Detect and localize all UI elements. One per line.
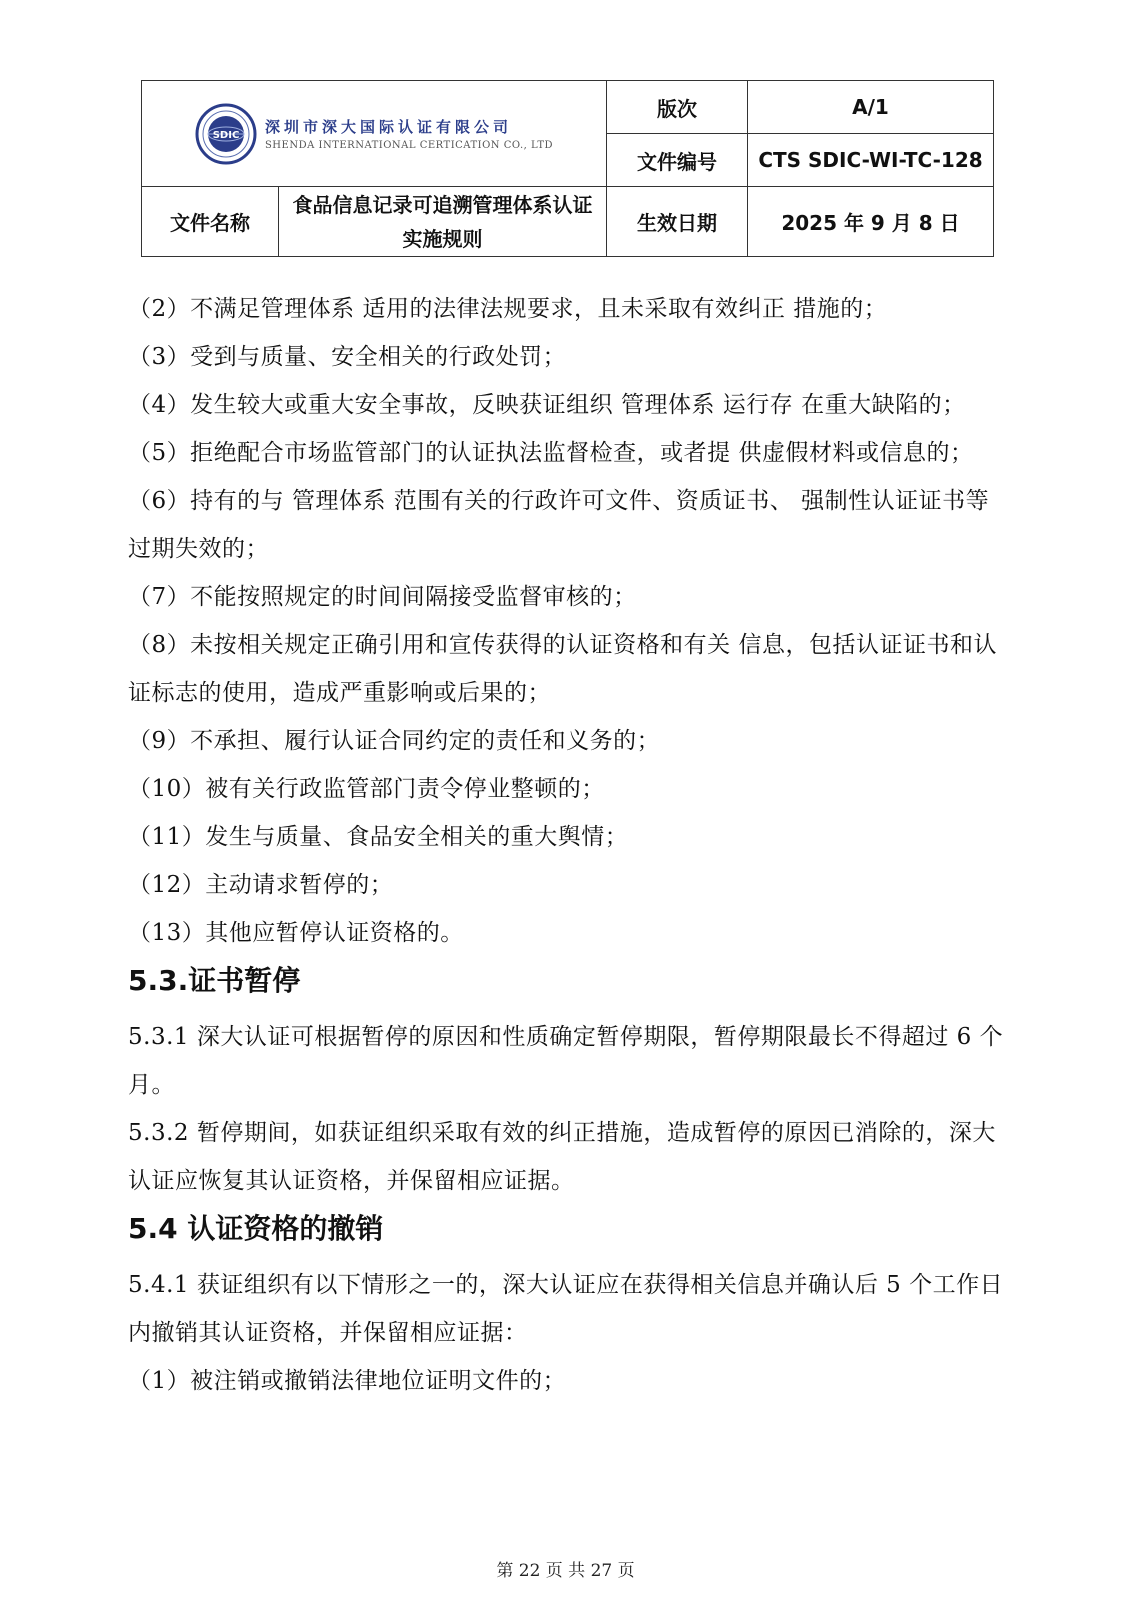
list-item: （1）被注销或撤销法律地位证明文件的； — [128, 1368, 567, 1394]
logo-mark: SDIC — [212, 129, 240, 141]
section-heading-5-4: 5.4 认证资格的撤销 — [128, 1212, 384, 1245]
list-item: （13）其他应暂停认证资格的。 — [128, 920, 464, 946]
company-name-cn: 深圳市深大国际认证有限公司 — [264, 118, 512, 136]
docno-label: 文件编号 — [607, 134, 748, 187]
company-logo-icon — [195, 103, 257, 165]
list-item: （2）不满足管理体系 适用的法律法规要求，且未采取有效纠正 措施的； — [128, 296, 888, 322]
paragraph-5-4-1: 5.4.1 获证组织有以下情形之一的，深大认证应在获得相关信息并确认后 5 个工作日内撤销其认证资格，并保留相应证据： — [128, 1272, 1004, 1346]
docno-value: CTS SDIC-WI-TC-128 — [748, 134, 994, 187]
company-logo-cell — [142, 81, 607, 187]
version-label: 版次 — [607, 81, 748, 134]
version-value: A/1 — [748, 81, 994, 134]
document-header-table — [141, 80, 994, 257]
list-item: （11）发生与质量、食品安全相关的重大舆情； — [128, 824, 629, 850]
effective-value: 2025 年 9 月 8 日 — [748, 187, 994, 257]
list-item: （4）发生较大或重大安全事故，反映获证组织 管理体系 运行存 在重大缺陷的； — [128, 392, 966, 418]
list-item: （3）受到与质量、安全相关的行政处罚； — [128, 344, 567, 370]
list-item: （5）拒绝配合市场监管部门的认证执法监督检查，或者提 供虚假材料或信息的； — [128, 440, 974, 466]
paragraph-5-3-1: 5.3.1 深大认证可根据暂停的原因和性质确定暂停期限，暂停期限最长不得超过 6 个月。 — [128, 1024, 1004, 1098]
docname-value: 食品信息记录可追溯管理体系认证实施规则 — [279, 187, 607, 257]
list-item: （10）被有关行政监管部门责令停业整顿的； — [128, 776, 605, 802]
list-item: （12）主动请求暂停的； — [128, 872, 394, 898]
page-number: 第 22 页 共 27 页 — [496, 1561, 635, 1581]
paragraph-5-3-2: 5.3.2 暂停期间，如获证组织采取有效的纠正措施，造成暂停的原因已消除的，深大认证应恢复其认证资格，并保留相应证据。 — [128, 1120, 996, 1194]
effective-label: 生效日期 — [607, 187, 748, 257]
document-body — [128, 285, 1008, 1405]
list-item: （7）不能按照规定的时间间隔接受监督审核的； — [128, 584, 637, 610]
docname-label: 文件名称 — [142, 187, 279, 257]
list-item: （8）未按相关规定正确引用和宣传获得的认证资格和有关 信息，包括认证证书和认证标志的使用，造成严重影响或后果的； — [128, 632, 997, 706]
company-name-en: SHENDA INTERNATIONAL CERTICATION CO., LTD — [264, 140, 554, 151]
section-heading-5-3: 5.3.证书暂停 — [128, 964, 301, 997]
list-item: （6）持有的与 管理体系 范围有关的行政许可文件、资质证书、 强制性认证证书等过期失效的； — [128, 488, 990, 562]
list-item: （9）不承担、履行认证合同约定的责任和义务的； — [128, 728, 661, 754]
